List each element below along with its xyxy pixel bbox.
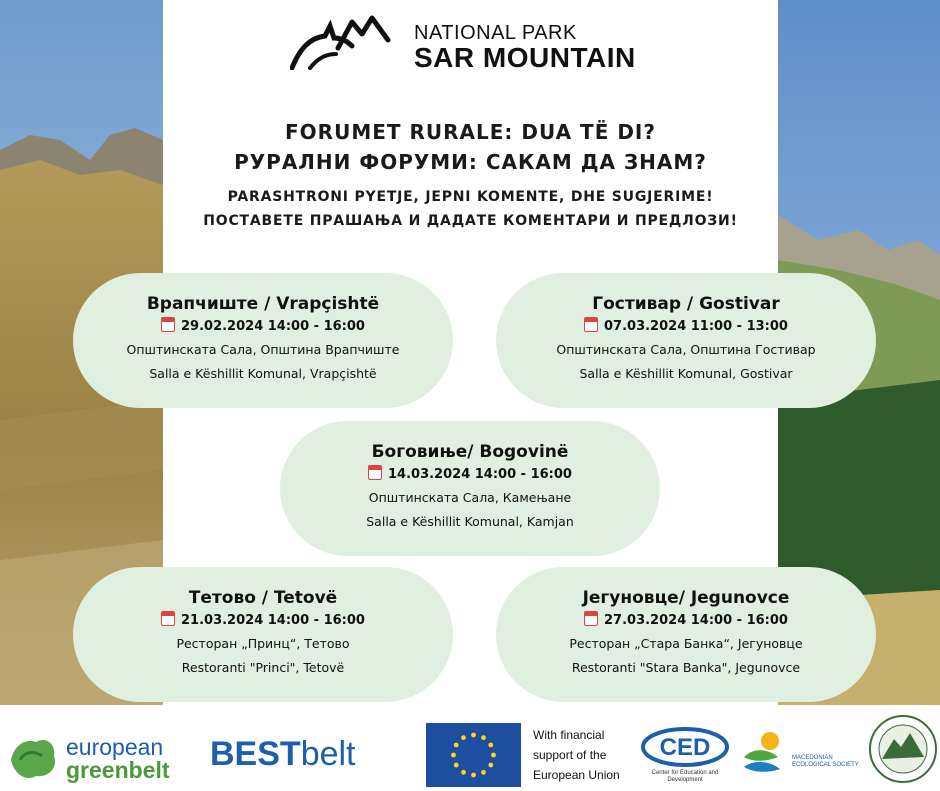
- event-card-vrapciste: [73, 273, 453, 408]
- event-card-jegunovce: [496, 567, 876, 702]
- national-park-seal-icon: [868, 713, 938, 785]
- national-park-logo: [290, 8, 660, 73]
- bestbelt-bold: BEST: [210, 735, 301, 773]
- subtitle-macedonian: ПОСТАВЕТЕ ПРАШАЊА И ДАДАТЕ КОМЕНТАРИ И ПРЕДЛОЗИ!: [203, 213, 738, 229]
- ced-logo: [640, 723, 730, 785]
- calendar-icon: [584, 611, 598, 626]
- event-date: 07.03.2024 11:00 - 13:00: [604, 319, 788, 334]
- event-venue-sq: Restoranti "Princi", Tetovë: [181, 660, 345, 675]
- event-date: 21.03.2024 14:00 - 16:00: [181, 613, 365, 628]
- ced-subtitle: Center for Education and Development: [651, 770, 719, 783]
- europe-map-icon: [6, 730, 61, 785]
- event-date: 27.03.2024 14:00 - 16:00: [604, 613, 788, 628]
- macedonian-ecological-society-logo: [740, 727, 860, 787]
- event-date: 29.02.2024 14:00 - 16:00: [181, 319, 365, 334]
- event-date: 14.03.2024 14:00 - 16:00: [388, 467, 572, 482]
- event-venue-mk: Општинската Сала, Општина Гостивар: [556, 342, 816, 357]
- event-venue-sq: Salla e Këshillit Komunal, Kamjan: [366, 514, 574, 529]
- event-venue-sq: Salla e Këshillit Komunal, Vrapçishtë: [149, 366, 377, 381]
- egb-line2: greenbelt: [66, 757, 170, 783]
- calendar-icon: [584, 317, 598, 332]
- bestbelt-light: belt: [300, 735, 356, 773]
- event-title: Гостивар / Gostivar: [592, 294, 780, 314]
- mes-emblem-icon: [740, 727, 790, 782]
- eu-funding-text: [533, 725, 620, 785]
- mes-name: MACEDONIAN ECOLOGICAL SOCIETY: [792, 755, 859, 768]
- sponsor-footer: [0, 705, 940, 788]
- event-title: Врапчиште / Vrapçishtë: [146, 294, 380, 314]
- mountain-lynx-logo-icon: [290, 8, 400, 70]
- event-title: Боговиње/ Bogovinë: [371, 442, 569, 462]
- event-venue-mk: Општинската Сала, Камењане: [368, 490, 572, 505]
- eu-line3: European Union: [533, 768, 620, 782]
- eu-line2: support of the: [533, 748, 607, 762]
- event-card-bogovine: [280, 421, 660, 556]
- event-title: Тетово / Tetovë: [188, 588, 338, 608]
- logo-line1: NATIONAL PARK: [414, 22, 577, 44]
- eu-flag-icon: [426, 723, 521, 787]
- event-title: Јегуновце/ Jegunovce: [582, 588, 790, 608]
- subtitle-albanian: PARASHTRONI PYETJE, JEPNI KOMENTE, DHE SUGJERIME!: [227, 189, 714, 205]
- logo-line2: SAR MOUNTAIN: [414, 42, 636, 73]
- calendar-icon: [161, 611, 175, 626]
- egb-line1: european: [66, 734, 164, 760]
- european-greenbelt-logo: [6, 730, 196, 785]
- event-card-tetovo: [73, 567, 453, 702]
- calendar-icon: [368, 465, 382, 480]
- eu-line1: With financial: [533, 728, 605, 742]
- event-venue-mk: Ресторан „Стара Банка“, Јегуновце: [569, 636, 803, 651]
- title-albanian: FORUMET RURALE: DUA TË DI?: [285, 120, 656, 144]
- event-venue-sq: Restoranti "Stara Banka", Jegunovce: [571, 660, 801, 675]
- event-venue-sq: Salla e Këshillit Komunal, Gostivar: [579, 366, 793, 381]
- bestbelt-logo: [210, 735, 356, 774]
- title-macedonian: РУРАЛНИ ФОРУМИ: САКАМ ДА ЗНАМ?: [234, 150, 707, 174]
- event-venue-mk: Ресторан „Принц“, Тетово: [176, 636, 350, 651]
- ced-emblem-icon: [640, 723, 730, 769]
- event-venue-mk: Општинската Сала, Општина Врапчиште: [126, 342, 400, 357]
- event-card-gostivar: [496, 273, 876, 408]
- calendar-icon: [161, 317, 175, 332]
- ced-name: CED: [659, 734, 711, 761]
